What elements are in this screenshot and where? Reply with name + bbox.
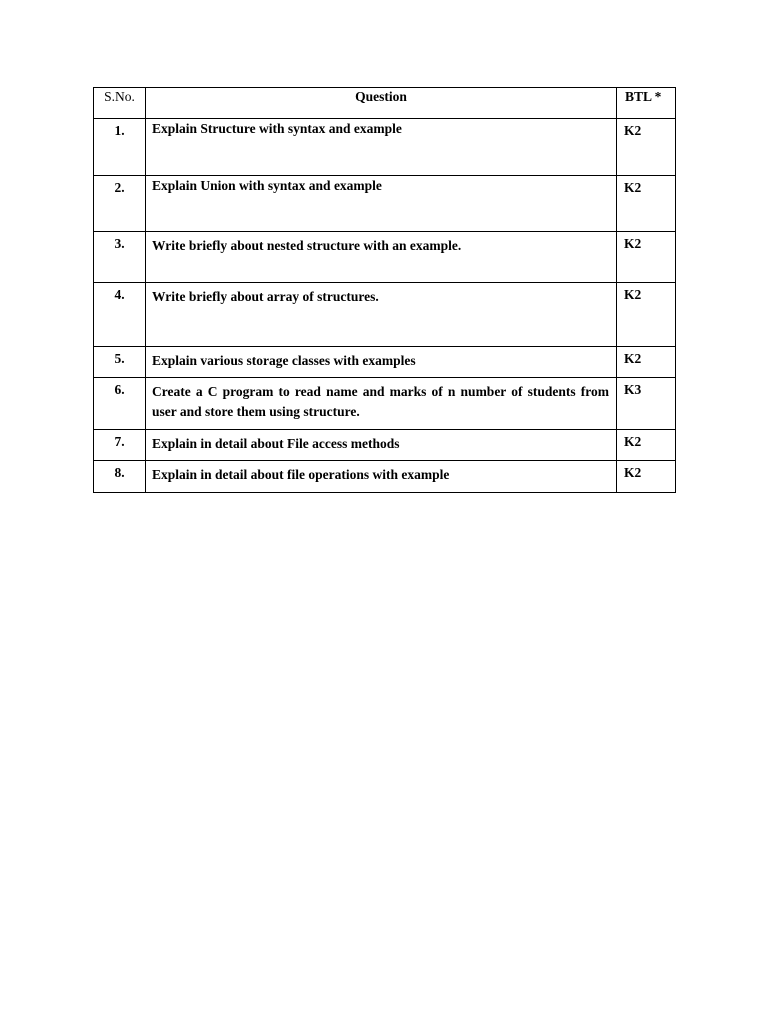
- question-cell: [146, 378, 617, 430]
- btl-cell: [617, 461, 676, 493]
- btl-cell: [617, 176, 676, 232]
- table-row: [94, 347, 676, 378]
- btl-cell: [617, 378, 676, 430]
- question-text: Explain Union with syntax and example: [152, 178, 382, 193]
- table-row: [94, 283, 676, 347]
- btl-cell: [617, 430, 676, 461]
- sno-cell: [94, 378, 146, 430]
- header-question-label: Question: [355, 89, 407, 104]
- header-sno: [94, 88, 146, 119]
- question-text: Write briefly about nested structure with an example.: [152, 238, 462, 253]
- sno-value: 6.: [114, 382, 125, 397]
- question-text: Write briefly about array of structures.: [152, 289, 379, 304]
- header-btl: [617, 88, 676, 119]
- question-text: Explain various storage classes with examples: [152, 353, 416, 368]
- sno-cell: [94, 232, 146, 283]
- question-text: Explain Structure with syntax and example: [152, 121, 402, 136]
- sno-value: 2.: [114, 180, 125, 195]
- question-cell: [146, 283, 617, 347]
- btl-value: K2: [624, 351, 642, 366]
- table-row: [94, 378, 676, 430]
- btl-cell: [617, 119, 676, 176]
- btl-value: K2: [624, 434, 642, 449]
- btl-value: K2: [624, 180, 642, 195]
- btl-value: K2: [624, 123, 642, 138]
- btl-value: K2: [624, 465, 642, 480]
- question-text: Explain in detail about file operations with example: [152, 467, 450, 482]
- btl-value: K2: [624, 236, 642, 251]
- table-row: [94, 119, 676, 176]
- btl-cell: [617, 347, 676, 378]
- sno-value: 1.: [114, 123, 125, 138]
- sno-cell: [94, 430, 146, 461]
- sno-cell: [94, 461, 146, 493]
- header-btl-label: BTL *: [625, 89, 662, 104]
- question-cell: [146, 119, 617, 176]
- question-cell: [146, 232, 617, 283]
- sno-cell: [94, 176, 146, 232]
- btl-value: K2: [624, 287, 642, 302]
- question-cell: [146, 461, 617, 493]
- question-cell: [146, 347, 617, 378]
- table-row: [94, 430, 676, 461]
- sno-value: 3.: [114, 236, 125, 251]
- sno-cell: [94, 347, 146, 378]
- sno-value: 5.: [114, 351, 125, 366]
- header-sno-label: S.No.: [104, 89, 135, 104]
- sno-value: 4.: [114, 287, 125, 302]
- question-text: Create a C program to read name and marks of n number of students from user and store them using structure.: [152, 384, 609, 419]
- table-row: [94, 232, 676, 283]
- sno-value: 8.: [114, 465, 125, 480]
- btl-cell: [617, 283, 676, 347]
- btl-value: K3: [624, 382, 642, 397]
- sno-value: 7.: [114, 434, 125, 449]
- btl-cell: [617, 232, 676, 283]
- question-table: [93, 87, 676, 493]
- table-row: [94, 461, 676, 493]
- header-question: [146, 88, 617, 119]
- table-header-row: [94, 88, 676, 119]
- sno-cell: [94, 283, 146, 347]
- sno-cell: [94, 119, 146, 176]
- table-row: [94, 176, 676, 232]
- question-text: Explain in detail about File access methods: [152, 436, 400, 451]
- question-cell: [146, 430, 617, 461]
- question-cell: [146, 176, 617, 232]
